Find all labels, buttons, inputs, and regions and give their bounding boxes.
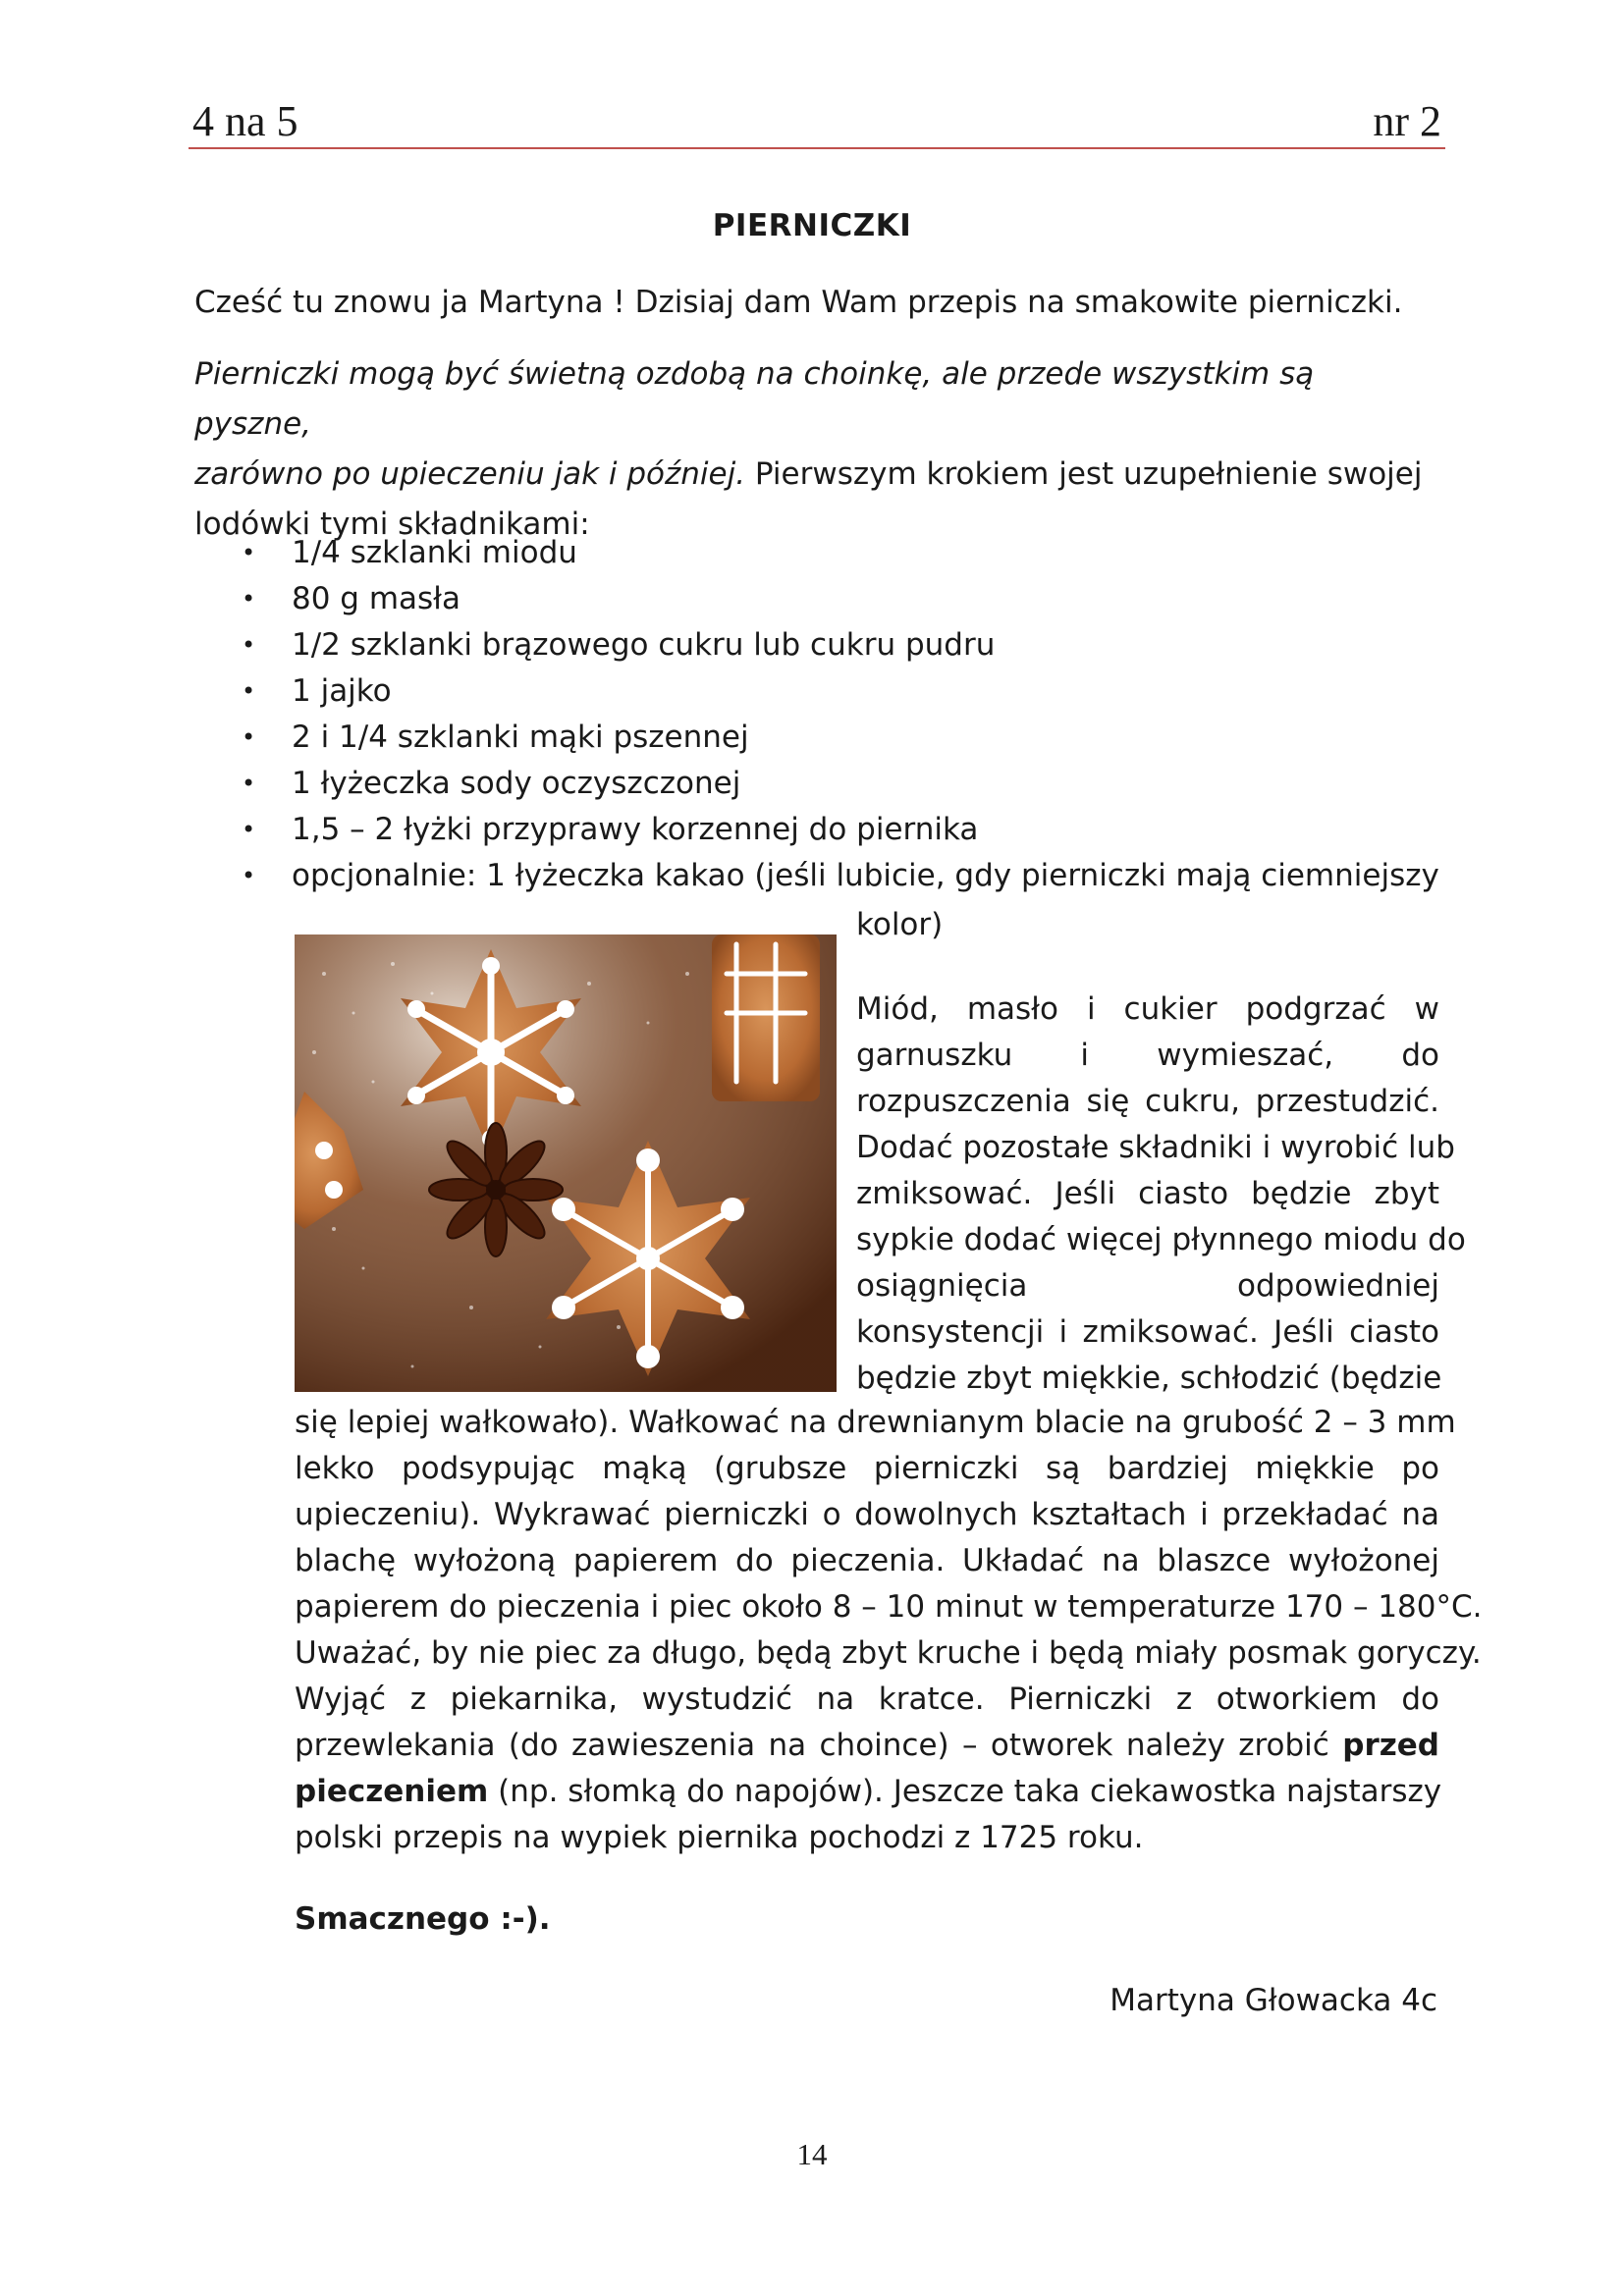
issue-number: nr 2 xyxy=(1373,97,1441,145)
method-line: osiągnięcia odpowiedniej xyxy=(856,1268,1439,1304)
bullet-icon: • xyxy=(242,816,256,843)
method-line: sypkie dodać więcej płynnego miodu do xyxy=(856,1222,1466,1257)
magazine-title: 4 na 5 xyxy=(192,97,298,145)
list-item: • 80 g masła xyxy=(245,576,1443,622)
gingerbread-illustration xyxy=(295,934,837,1392)
closing-line: Smacznego :-). xyxy=(295,1901,551,1937)
bullet-icon: • xyxy=(242,862,256,889)
method-line: Uważać, by nie piec za długo, będą zbyt kruche i będą miały posmak goryczy. xyxy=(295,1635,1482,1671)
bullet-icon: • xyxy=(242,585,256,613)
lead-line-3: lodówki tymi składnikami: xyxy=(194,507,590,542)
method-line: polski przepis na wypiek piernika pochodzi z 1725 roku. xyxy=(295,1820,1144,1855)
ingredient-continuation: kolor) xyxy=(856,907,944,942)
bullet-icon: • xyxy=(242,677,256,705)
lead-italic-2: zarówno po upieczeniu jak i później. xyxy=(194,456,746,492)
method-line: Wyjąć z piekarnika, wystudzić na kratce. Pierniczki z otworkiem do xyxy=(295,1682,1439,1717)
method-line: garnuszku i wymieszać, do xyxy=(856,1038,1439,1073)
ingredient-list xyxy=(242,530,1443,899)
list-item: • 2 i 1/4 szklanki mąki pszennej xyxy=(245,715,1443,761)
article-title: PIERNICZKI xyxy=(712,208,912,243)
author-signature: Martyna Głowacka 4c xyxy=(1110,1983,1437,2018)
lead-line-2-rest: Pierwszym krokiem jest uzupełnienie swojej xyxy=(745,456,1423,492)
method-line: papierem do pieczenia i piec około 8 – 10 minut w temperaturze 170 – 180°C. xyxy=(295,1589,1483,1625)
method-line: Miód, masło i cukier podgrzać w xyxy=(856,991,1439,1027)
bullet-icon: • xyxy=(242,770,256,797)
bullet-icon: • xyxy=(242,723,256,751)
method-line: przewlekania (do zawieszenia na choince) – otworek należy zrobić przed xyxy=(295,1728,1439,1763)
bullet-icon: • xyxy=(242,631,256,659)
method-wrapped-text xyxy=(856,987,1466,1402)
list-item: • 1/4 szklanki miodu xyxy=(245,530,1443,576)
header-divider xyxy=(189,147,1445,149)
method-line: będzie zbyt miękkie, schłodzić (będzie xyxy=(856,1361,1442,1396)
method-full-text xyxy=(295,1400,1483,1861)
method-line: lekko podsypując mąką (grubsze pierniczki są bardziej miękkie po xyxy=(295,1451,1439,1486)
gingerbread-photo xyxy=(295,934,837,1392)
lead-line-1 xyxy=(194,349,1439,450)
list-item: • 1 łyżeczka sody oczyszczonej xyxy=(245,761,1443,807)
list-item: • opcjonalnie: 1 łyżeczka kakao (jeśli lubicie, gdy pierniczki mają ciemniejszy xyxy=(245,853,1443,899)
method-line: się lepiej wałkowało). Wałkować na drewnianym blacie na grubość 2 – 3 mm xyxy=(295,1405,1456,1440)
method-line: pieczeniem (np. słomką do napojów). Jeszcze taka ciekawostka najstarszy xyxy=(295,1774,1442,1809)
method-line: rozpuszczenia się cukru, przestudzić. xyxy=(856,1084,1439,1119)
bold-text: pieczeniem xyxy=(295,1774,489,1809)
lead-italic-1: Pierniczki mogą być świetną ozdobą na choinkę, ale przede wszystkim są pyszne, xyxy=(194,356,1315,442)
method-line: upieczeniu). Wykrawać pierniczki o dowolnych kształtach i przekładać na xyxy=(295,1497,1439,1532)
lead-paragraph xyxy=(194,349,1439,550)
page-number: 14 xyxy=(796,2137,828,2171)
house-cookie-right xyxy=(712,934,820,1101)
list-item: • 1/2 szklanki brązowego cukru lub cukru pudru xyxy=(245,622,1443,668)
intro-paragraph: Cześć tu znowu ja Martyna ! Dzisiaj dam Wam przepis na smakowite pierniczki. xyxy=(194,285,1403,320)
list-item: • 1 jajko xyxy=(245,668,1443,715)
bold-text: przed xyxy=(1342,1728,1439,1763)
method-line: konsystencji i zmiksować. Jeśli ciasto xyxy=(856,1314,1439,1350)
method-line: zmiksować. Jeśli ciasto będzie zbyt xyxy=(856,1176,1439,1211)
method-line: Dodać pozostałe składniki i wyrobić lub xyxy=(856,1130,1455,1165)
star-anise xyxy=(429,1123,563,1256)
lead-line-2 xyxy=(194,450,1439,500)
list-item: • 1,5 – 2 łyżki przyprawy korzennej do piernika xyxy=(245,807,1443,853)
method-line: blachę wyłożoną papierem do pieczenia. Układać na blaszce wyłożonej xyxy=(295,1543,1439,1578)
bullet-icon: • xyxy=(242,539,256,566)
